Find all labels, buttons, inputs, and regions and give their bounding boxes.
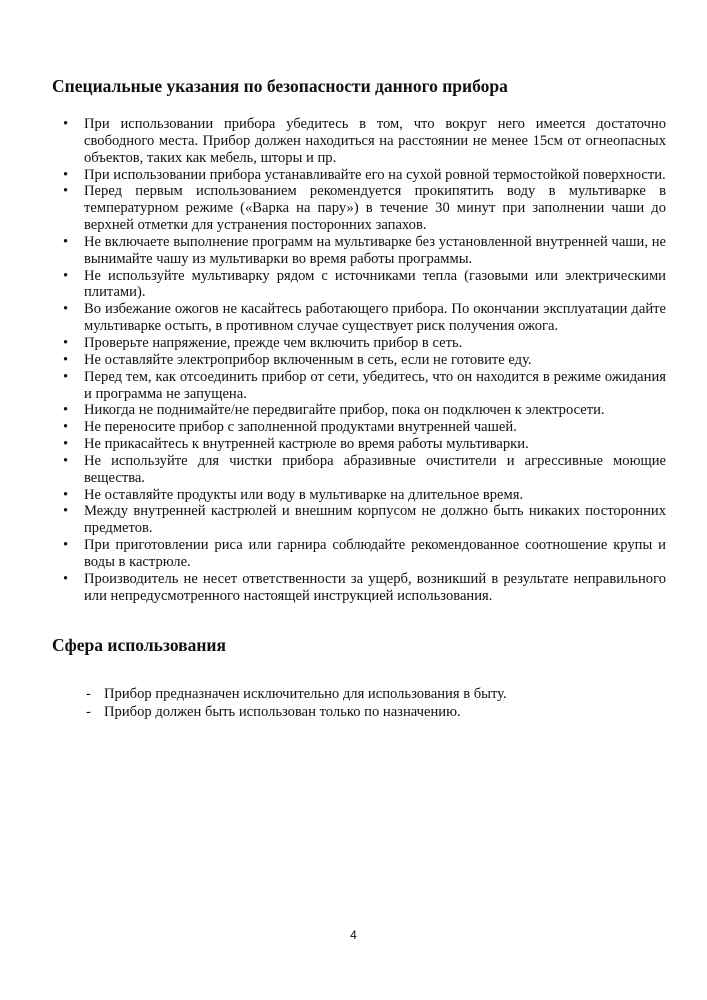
bullet-icon: • — [63, 419, 69, 436]
usage-list — [86, 686, 666, 721]
bullet-icon: • — [63, 436, 69, 453]
page-number: 4 — [350, 928, 357, 942]
list-item-text: Перед первым использованием рекомендуется прокипятить воду в мультиварке в температурном режиме («Варка на пару») в течение 30 минут при заполнении чаши до верхней отметки для устранения посторонних запахов. — [84, 183, 666, 234]
list-item-text: Прибор предназначен исключительно для использования в быту. — [104, 686, 507, 702]
bullet-icon: • — [63, 503, 69, 520]
bullet-icon: • — [63, 402, 69, 419]
list-item — [63, 369, 666, 403]
list-item — [63, 436, 666, 453]
list-item-text: При использовании прибора убедитесь в том, что вокруг него имеется достаточно свободного места. Прибор должен находиться на расстоянии не менее 15см от огнеопасных объектов, таких как мебель, шторы и пр. — [84, 116, 666, 166]
list-item-text: Не оставляйте продукты или воду в мультиварке на длительное время. — [84, 486, 524, 503]
list-item-text: Не используйте для чистки прибора абразивные очистители и агрессивные моющие вещества. — [84, 452, 666, 486]
safety-list — [63, 116, 666, 604]
list-item — [63, 571, 666, 605]
list-item — [63, 503, 666, 537]
bullet-icon: • — [63, 486, 69, 503]
bullet-icon: • — [63, 452, 69, 469]
list-item-text: Во избежание ожогов не касайтесь работающего прибора. По окончании эксплуатации дайте мультиварке остыть, в противном случае существует риск получения ожога. — [84, 301, 666, 335]
list-item — [63, 419, 666, 436]
list-item — [63, 116, 666, 167]
dash-icon: - — [86, 703, 91, 720]
list-item-text: Никогда не поднимайте/не передвигайте прибор, пока он подключен к электросети. — [84, 402, 605, 419]
bullet-icon: • — [63, 116, 69, 132]
bullet-icon: • — [63, 183, 69, 200]
list-item-text: Не включаете выполнение программ на мультиварке без установленной внутренней чаши, не вынимайте чашу из мультиварки во время работы программы. — [84, 233, 666, 267]
list-item-text: Перед тем, как отсоединить прибор от сети, убедитесь, что он находится в режиме ожидания и программа не запущена. — [84, 368, 666, 402]
list-item — [63, 487, 666, 504]
list-item — [63, 234, 666, 268]
bullet-icon: • — [63, 537, 69, 554]
list-item — [63, 453, 666, 487]
section-heading-safety: Специальные указания по безопасности данного прибора — [52, 76, 508, 96]
list-item — [63, 183, 666, 234]
bullet-icon: • — [63, 267, 69, 284]
list-item — [63, 352, 666, 369]
list-item — [63, 335, 666, 352]
list-item-text: Не переносите прибор с заполненной продуктами внутренней чашей. — [84, 419, 517, 436]
bullet-icon: • — [63, 351, 69, 368]
list-item — [63, 301, 666, 335]
list-item-text: Не прикасайтесь к внутренней кастрюле во время работы мультиварки. — [84, 436, 529, 453]
list-item — [63, 268, 666, 302]
list-item-text: Производитель не несет ответственности за ущерб, возникший в результате неправильного или непредусмотренного настоящей инструкцией использования. — [84, 570, 666, 604]
bullet-icon: • — [63, 301, 69, 318]
bullet-icon: • — [63, 334, 69, 351]
list-item-text: Не используйте мультиварку рядом с источниками тепла (газовыми или электрическими плитами). — [84, 267, 666, 301]
list-item-text: При использовании прибора устанавливайте его на сухой ровной термостойкой поверхности. — [84, 166, 666, 183]
bullet-icon: • — [63, 570, 69, 587]
list-item — [86, 686, 666, 704]
bullet-icon: • — [63, 166, 69, 183]
list-item-text: Не оставляйте электроприбор включенным в сеть, если не готовите еду. — [84, 351, 532, 368]
list-item-text: Проверьте напряжение, прежде чем включить прибор в сеть. — [84, 334, 463, 351]
section-heading-usage: Сфера использования — [52, 635, 226, 655]
bullet-icon: • — [63, 368, 69, 385]
list-item — [63, 537, 666, 571]
list-item — [63, 167, 666, 184]
list-item — [63, 402, 666, 419]
dash-icon: - — [86, 686, 91, 702]
bullet-icon: • — [63, 233, 69, 250]
list-item-text: При приготовлении риса или гарнира соблюдайте рекомендованное соотношение крупы и воды в кастрюле. — [84, 537, 666, 570]
list-item-text: Между внутренней кастрюлей и внешним корпусом не должно быть никаких посторонних предметов. — [84, 503, 666, 537]
list-item — [86, 704, 666, 722]
list-item-text: Прибор должен быть использован только по назначению. — [104, 703, 461, 720]
